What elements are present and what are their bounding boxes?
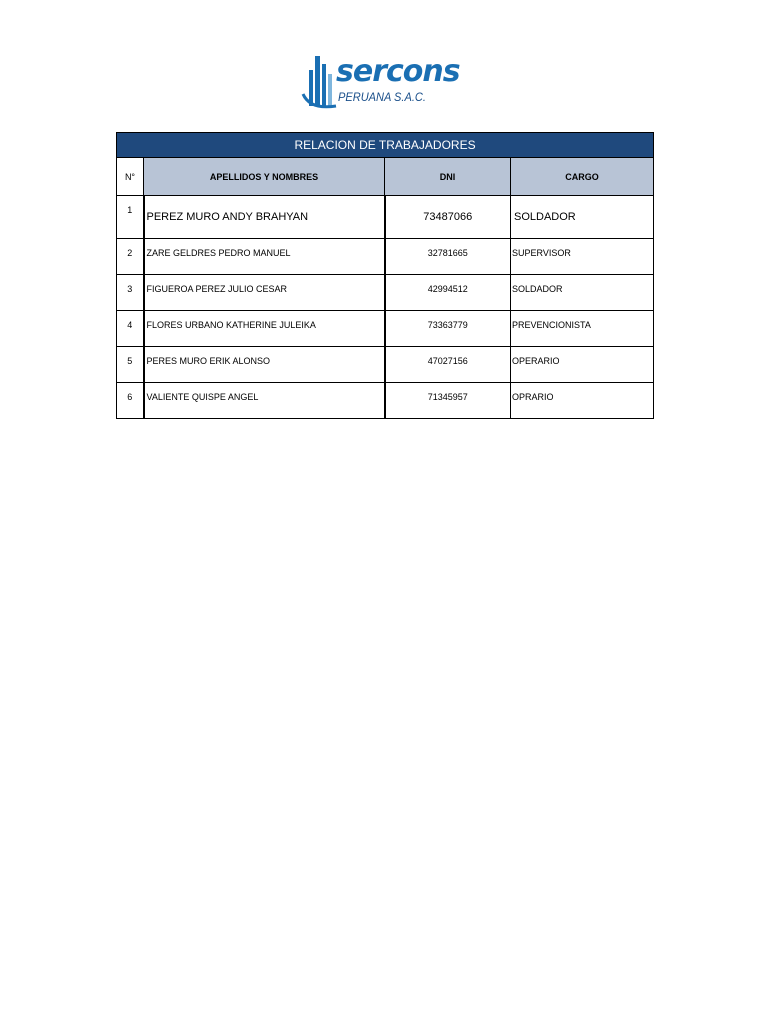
- table-row: [117, 311, 654, 347]
- row-num: 1: [117, 196, 144, 239]
- workers-table: [116, 132, 654, 419]
- row-num: 5: [117, 347, 144, 383]
- row-name: ZARE GELDRES PEDRO MANUEL: [144, 239, 385, 275]
- row-num: 6: [117, 383, 144, 419]
- header-name: APELLIDOS Y NOMBRES: [144, 158, 385, 196]
- row-cargo: OPERARIO: [511, 347, 654, 383]
- row-name: VALIENTE QUISPE ANGEL: [144, 383, 385, 419]
- header-num: N°: [117, 158, 144, 196]
- row-cargo: OPRARIO: [511, 383, 654, 419]
- header-row: [117, 158, 654, 196]
- row-name: PEREZ MURO ANDY BRAHYAN: [144, 196, 385, 239]
- row-dni: 73487066: [385, 196, 511, 239]
- row-dni: 73363779: [385, 311, 511, 347]
- row-name: PERES MURO ERIK ALONSO: [144, 347, 385, 383]
- row-cargo: PREVENCIONISTA: [511, 311, 654, 347]
- logo-wordmark: sercons: [336, 54, 460, 89]
- row-num: 4: [117, 311, 144, 347]
- row-name: FIGUEROA PEREZ JULIO CESAR: [144, 275, 385, 311]
- company-logo: [300, 48, 470, 114]
- row-num: 3: [117, 275, 144, 311]
- row-cargo: SOLDADOR: [511, 275, 654, 311]
- table-row: [117, 383, 654, 419]
- logo-subtitle: PERUANA S.A.C.: [338, 90, 426, 104]
- row-dni: 42994512: [385, 275, 511, 311]
- row-dni: 47027156: [385, 347, 511, 383]
- buildings-icon: [300, 48, 340, 112]
- table-title: RELACION DE TRABAJADORES: [117, 133, 654, 158]
- table-row: [117, 239, 654, 275]
- row-name: FLORES URBANO KATHERINE JULEIKA: [144, 311, 385, 347]
- header-cargo: CARGO: [511, 158, 654, 196]
- header-dni: DNI: [385, 158, 511, 196]
- table-row: [117, 196, 654, 239]
- row-num: 2: [117, 239, 144, 275]
- row-dni: 71345957: [385, 383, 511, 419]
- table-row: [117, 347, 654, 383]
- row-cargo: SUPERVISOR: [511, 239, 654, 275]
- table-row: [117, 275, 654, 311]
- row-cargo: SOLDADOR: [511, 196, 654, 239]
- row-dni: 32781665: [385, 239, 511, 275]
